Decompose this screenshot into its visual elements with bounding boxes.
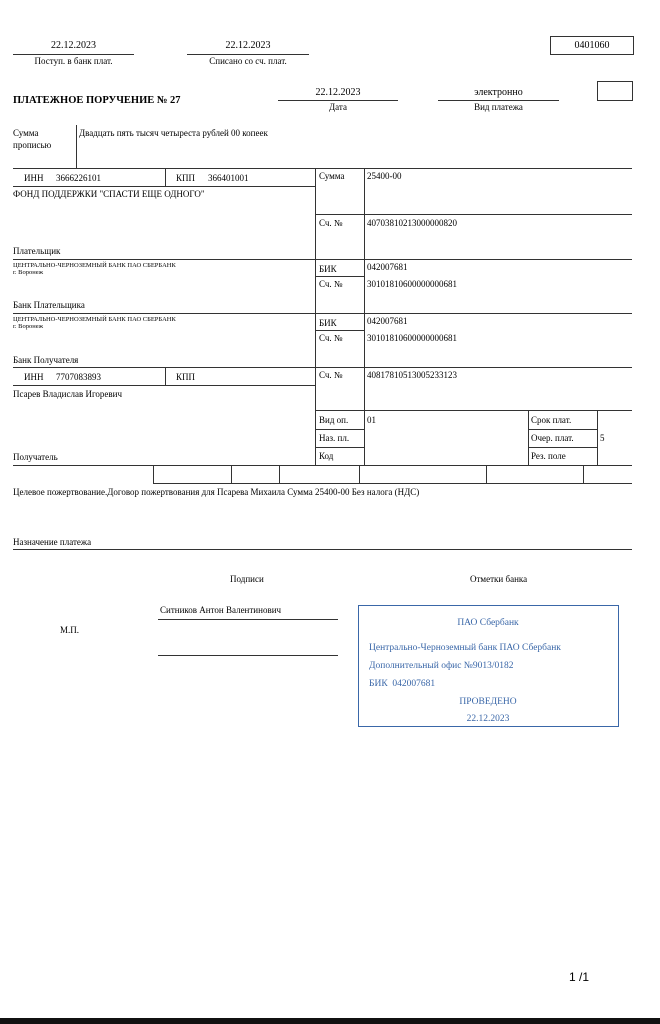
payer-inn: 3666226101 <box>56 173 101 183</box>
bottom-bar <box>0 1018 660 1024</box>
payment-type-line <box>438 100 559 101</box>
stamp-bank: ПАО Сбербанк <box>457 618 519 628</box>
recipient-bank-city: г. Воронеж <box>13 323 44 330</box>
empty-code-box <box>597 81 633 101</box>
grid-line <box>13 465 632 466</box>
purpose-label: Назначение платежа <box>13 537 92 547</box>
grid-line <box>359 465 360 483</box>
grid-line <box>279 465 280 483</box>
date-received-label: Поступ. в банк плат. <box>34 56 113 66</box>
signatures-label: Подписи <box>230 574 264 584</box>
amount-words-divider <box>76 125 77 168</box>
grid-line <box>13 168 632 169</box>
mp-label: М.П. <box>60 625 80 635</box>
form-code: 0401060 <box>550 36 634 55</box>
recipient-bank-acc-label: Сч. № <box>319 333 343 343</box>
grid-line <box>13 367 315 368</box>
date-debited: 22.12.2023 <box>225 40 271 51</box>
vid-op: 01 <box>367 415 376 425</box>
vid-op-label: Вид оп. <box>319 415 349 425</box>
payer-bank-name: ЦЕНТРАЛЬНО-ЧЕРНОЗЕМНЫЙ БАНК ПАО СБЕРБАНК <box>13 262 176 269</box>
payment-type-label: Вид платежа <box>474 102 523 112</box>
recipient-bank-name: ЦЕНТРАЛЬНО-ЧЕРНОЗЕМНЫЙ БАНК ПАО СБЕРБАНК <box>13 316 176 323</box>
page-title: ПЛАТЕЖНОЕ ПОРУЧЕНИЕ № 27 <box>13 95 181 106</box>
date-received-line <box>13 54 134 55</box>
grid-line <box>315 429 364 430</box>
recipient-kpp-label: КПП <box>176 372 196 382</box>
ocher-value: 5 <box>600 433 605 443</box>
grid-line <box>315 276 364 277</box>
grid-line <box>13 385 315 386</box>
signature-line-2 <box>158 655 338 656</box>
recipient-inn: 7707083893 <box>56 372 101 382</box>
naz-pl-label: Наз. пл. <box>319 433 350 443</box>
grid-line <box>153 483 632 484</box>
grid-line <box>528 447 597 448</box>
recipient-bank-acc: 30101810600000000681 <box>367 333 457 343</box>
stamp-status: ПРОВЕДЕНО <box>459 697 517 707</box>
payer-name: ФОНД ПОДДЕРЖКИ "СПАСТИ ЕЩЕ ОДНОГО" <box>13 189 205 199</box>
grid-line <box>528 410 529 465</box>
payer-label: Плательщик <box>13 246 61 256</box>
payer-inn-label: ИНН <box>24 173 44 183</box>
page-counter: 1 /1 <box>569 970 590 984</box>
grid-line <box>13 549 632 550</box>
rez-label: Рез. поле <box>531 451 566 461</box>
date-received: 22.12.2023 <box>51 40 96 51</box>
order-date-line <box>278 100 398 101</box>
recipient-name: Псарев Владислав Игоревич <box>13 389 123 399</box>
payment-type: электронно <box>474 87 523 98</box>
srok-label: Срок плат. <box>531 415 572 425</box>
payer-kpp: 366401001 <box>208 173 249 183</box>
stamp-bik <box>369 679 435 689</box>
signature-line-1 <box>158 619 338 620</box>
order-date-label: Дата <box>329 102 347 112</box>
stamp-bik-value: 042007681 <box>392 679 436 689</box>
payer-account: 40703810213000000820 <box>367 218 457 228</box>
grid-line <box>315 168 316 465</box>
stamp-branch: Центрально-Черноземный банк ПАО Сбербанк <box>369 643 561 653</box>
date-debited-line <box>187 54 309 55</box>
amount-label: Сумма <box>319 171 345 181</box>
bank-stamp <box>358 605 619 727</box>
payer-bank-city: г. Воронеж <box>13 269 44 276</box>
recipient-acc-label: Сч. № <box>319 370 343 380</box>
amount-words-label: Сумма прописью <box>13 128 52 150</box>
grid-line <box>528 429 597 430</box>
grid-line <box>231 465 232 483</box>
amount-words-value: Двадцать пять тысяч четыреста рублей 00 копеек <box>79 128 268 138</box>
grid-line <box>597 410 598 465</box>
recipient-acc: 40817810513005233123 <box>367 370 457 380</box>
recipient-label: Получатель <box>13 452 58 462</box>
grid-line <box>153 465 154 483</box>
grid-line <box>13 259 632 260</box>
stamp-office: Дополнительный офис №9013/0182 <box>369 661 514 671</box>
grid-line <box>165 367 166 385</box>
ocher-label: Очер. плат. <box>531 433 574 443</box>
payer-kpp-label: КПП <box>176 173 196 183</box>
grid-line <box>165 168 166 186</box>
grid-line <box>583 465 584 483</box>
bank-marks-label: Отметки банка <box>470 574 528 584</box>
date-debited-label: Списано со сч. плат. <box>209 56 287 66</box>
payer-bank-acc-label: Сч. № <box>319 279 343 289</box>
grid-line <box>13 186 315 187</box>
payer-bank-bik-label: БИК <box>319 264 337 274</box>
grid-line <box>364 168 365 465</box>
recipient-inn-label: ИНН <box>24 372 44 382</box>
signer-name: Ситников Антон Валентинович <box>160 605 282 615</box>
payer-bank-bik: 042007681 <box>367 262 408 272</box>
payer-account-label: Сч. № <box>319 218 343 228</box>
grid-line <box>13 313 632 314</box>
recipient-bank-bik: 042007681 <box>367 316 408 326</box>
grid-line <box>315 330 364 331</box>
payer-bank-acc: 30101810600000000681 <box>367 279 457 289</box>
payer-bank-label: Банк Плательщика <box>13 300 85 310</box>
grid-line <box>315 410 632 411</box>
purpose-text: Целевое пожертвование.Договор пожертвования для Псарева Михаила Сумма 25400-00 Без налога (НДС) <box>13 487 420 497</box>
grid-line <box>315 447 364 448</box>
recipient-bank-label: Банк Получателя <box>13 355 79 365</box>
stamp-bik-label: БИК <box>369 679 388 689</box>
stamp-date: 22.12.2023 <box>466 714 510 724</box>
grid-line <box>315 214 632 215</box>
grid-line <box>486 465 487 483</box>
recipient-bank-bik-label: БИК <box>319 318 337 328</box>
kod-label: Код <box>319 451 334 461</box>
order-date: 22.12.2023 <box>315 87 361 98</box>
grid-line <box>315 367 632 368</box>
amount-value: 25400-00 <box>367 171 402 181</box>
